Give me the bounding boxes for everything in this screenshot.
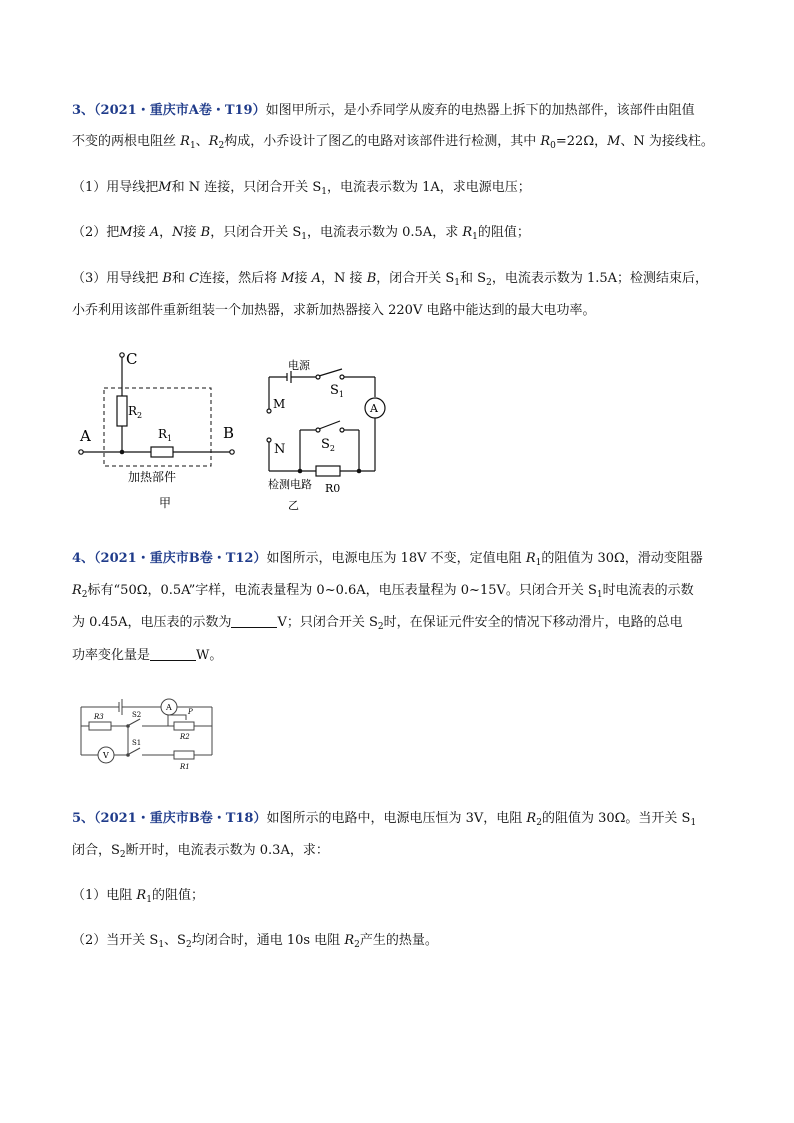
q4-label-s1: S1 bbox=[132, 739, 142, 747]
junction-dot bbox=[120, 450, 125, 455]
terminal-a bbox=[79, 450, 83, 454]
q3-text: 如图甲所示，是小乔同学从废弃的电热器上拆下的加热部件，该部件由阻值 bbox=[265, 103, 695, 118]
q5-source: （2021・重庆市B卷・T18） bbox=[94, 811, 267, 826]
q4-label-r2: R2 bbox=[180, 733, 190, 741]
terminal-c bbox=[120, 353, 124, 357]
q4-label-s2: S2 bbox=[132, 711, 142, 719]
figure-q4-circuit bbox=[76, 693, 236, 773]
q5-line-2: 闭合，$S_2$断开时，电流表示数为 0.3A，求： bbox=[72, 843, 329, 860]
resistor-r1 bbox=[151, 447, 173, 457]
q4-line-3: 为 0.45A，电压表的示数为 V；只闭合开关 $S_2$时，在保证元件安全的情况下移动滑片，电路的总电 bbox=[72, 615, 683, 632]
q5-part-2: （2）当开关 $S_1$、$S_2$均闭合时，通电 10s 电阻 $R_2$产生的热量。 bbox=[72, 933, 438, 950]
label-s1: $S_1$ bbox=[330, 383, 344, 399]
q3-source: （2021・重庆市A卷・T19） bbox=[94, 103, 266, 118]
switch-s1-blade bbox=[319, 369, 342, 376]
q4-label-p: P bbox=[188, 708, 193, 716]
q4-resistor-r2 bbox=[174, 722, 194, 730]
label-r2: $R_2$ bbox=[128, 404, 143, 420]
label-power: 电源 bbox=[288, 359, 310, 372]
q5-part-1: （1）电阻 $R_1$的阻值； bbox=[72, 888, 204, 905]
label-r0: R0 bbox=[325, 482, 341, 495]
figure-caption-yi: 乙 bbox=[288, 499, 299, 512]
resistor-r0 bbox=[316, 466, 340, 476]
label-m: M bbox=[273, 397, 286, 411]
label-n: N bbox=[274, 442, 286, 457]
q3-line-2: 不变的两根电阻丝 $R_1$、$R_2$构成，小乔设计了图乙的电路对该部件进行检测，其中 $R_0=22\Omega$，M、N 为接线柱。 bbox=[72, 134, 714, 151]
q4-ammeter-label: A bbox=[166, 703, 172, 712]
label-s2: $S_2$ bbox=[321, 437, 335, 453]
figure-yi-test-circuit bbox=[262, 355, 392, 515]
q4-number: 4、 bbox=[72, 551, 95, 566]
q4-line-4: 功率变化量是 W。 bbox=[72, 648, 223, 663]
q3-part-3-line-2: 小乔利用该部件重新组装一个加热器，求新加热器接入 220V 电路中能达到的最大电功率。 bbox=[72, 303, 596, 318]
q5-line-1: 5、（2021・重庆市B卷・T18）如图所示的电路中，电源电压恒为 3V，电阻 $R_2$的阻值为 30Ω。当开关 $S_1$ bbox=[72, 811, 697, 828]
q3-number: 3、 bbox=[72, 103, 95, 118]
q4-label-r1: R1 bbox=[180, 763, 190, 771]
q3-line-1 bbox=[72, 100, 695, 122]
q4-source: （2021・重庆市B卷・T12） bbox=[94, 551, 267, 566]
q4-switch-s1 bbox=[129, 748, 140, 754]
figure-jia-heating-part bbox=[70, 345, 250, 515]
label-heating-part: 加热部件 bbox=[128, 470, 177, 484]
label-b: B bbox=[223, 424, 235, 442]
figure-caption-jia: 甲 bbox=[159, 496, 172, 510]
label-test-circuit: 检测电路 bbox=[268, 478, 312, 491]
q5-number: 5、 bbox=[72, 811, 95, 826]
q4-line-1: 4、（2021・重庆市B卷・T12）如图所示，电源电压为 18V 不变，定值电阻 $R_1$的阻值为 30Ω，滑动变阻器 bbox=[72, 551, 703, 568]
q4-resistor-r3 bbox=[89, 722, 111, 730]
q3-part-2: （2）把M接 A，N接 B，只闭合开关 $S_1$，电流表示数为 0.5A，求 $R_1$的阻值； bbox=[72, 225, 530, 242]
q4-switch-s2 bbox=[129, 719, 140, 725]
answer-blank-voltage[interactable] bbox=[231, 615, 277, 628]
label-a: A bbox=[80, 427, 91, 445]
q3-part-1: （1）用导线把M和 N 连接，只闭合开关 $S_1$，电流表示数为 1A，求电源电压； bbox=[72, 180, 531, 197]
q4-line-2: $R_2$标有“50Ω，0.5A”字样，电流表量程为 0~0.6A，电压表量程为 0~15V。只闭合开关 $S_1$时电流表的示数 bbox=[72, 583, 694, 600]
label-c: C bbox=[126, 350, 138, 368]
q3-part-3-line-1: （3）用导线把 B和 C连接，然后将 M接 A，N 接 B，闭合开关 $S_1$和 $S_2$，电流表示数为 1.5A；检测结束后， bbox=[72, 271, 709, 288]
q4-voltmeter-label: V bbox=[103, 751, 109, 760]
resistor-r2 bbox=[117, 396, 127, 426]
switch-s2-blade bbox=[319, 421, 340, 429]
q4-resistor-r1 bbox=[174, 751, 194, 759]
terminal-b bbox=[230, 450, 234, 454]
label-r1: $R_1$ bbox=[158, 427, 173, 443]
answer-blank-power[interactable] bbox=[150, 648, 196, 661]
q4-label-r3: R3 bbox=[94, 713, 104, 721]
ammeter-label: A bbox=[370, 402, 378, 415]
